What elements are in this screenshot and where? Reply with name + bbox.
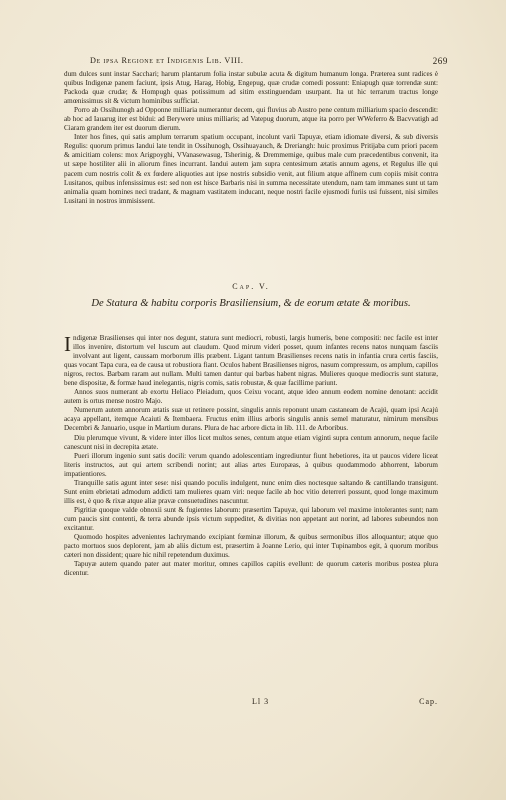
page-header <box>62 56 448 68</box>
page-number: 269 <box>432 56 448 66</box>
paragraph: Numerum autem annorum ætatis suæ ut retinere possint, singulis annis reponunt unam castaneam de Acajú, quam ipsi Acajú acaya appellant, itemque Acaiuti & Itembaera. Fructus enim illius arboris singulis annis semel maturatur, nimirum mensibus Decembri & Januario, usque in Martium durans. Plura de hac arbore dicta in lib. 111. de Arboribus. <box>64 406 438 433</box>
paragraph: Pueri illorum ingenio sunt satis docili: verum quando adolescentiam ingrediuntur fiunt hebetiores, ita ut paucos videre liceat literis instructos, aut qui artem scribendi norint; aut alias artes Europæas, à quibus quodammodo abhorrent, laborum impatientiores. <box>64 451 438 478</box>
paragraph: Tapuyæ autem quando pater aut mater moritur, omnes capillos capitis evellunt: de quorum cæteris moribus postea plura dicentur. <box>64 560 438 578</box>
paragraph: Inter hos fines, qui satis amplum terrarum spatium occupant, incolunt varii Tapuyæ, etiam idiomate diversi, & sub diversis Regulis: quorum primus Iandui late tendit in Ossihunogh, Ossihuayauch, & Dreriangh: huic proximus Pritijaba cum priori pacem & amicitiam colens: mox Arigpoyghi, VVanasewasug, Tsherinig, & Dremmemige, quibus male cum præcedentibus convenit, ita ut sæpe hostiliter alii in aliorum fines incurrant. Iandui autem jam supra centesimum ætatis annum agens, et Regulus ille qui pacem cum nostris colit & ex fœdere aliquoties aut ipse nostris subsidio venit, aut filium atque affinem cum copiis misit contra Lusitanos, quibus infensissimus est: sed non est hisce Barbaris nisi in summa necessitate utendum, nam tam immanes sunt ut tam animalia quam homines neci tradant, & magnam vastitatem inducant, neque nostri facile ejusmodi furiis usi fuissent, nisi similes Lusitani in nostros immisissent. <box>64 133 438 205</box>
paragraph: Tranquille satis agunt inter sese: nisi quando poculis indulgent, nunc enim dies noctesque saltando & cantillando transigunt. Sunt enim ebrietati admodum addicti tam mulieres quam viri: neque facile ab hoc vitio deterreri possunt, quod longe maximum illis est, è quo & rixæ atque aliæ pravæ consuetudines nascuntur. <box>64 478 438 505</box>
text-block-top <box>64 70 438 206</box>
chapter-title: De Statura & habitu corporis Brasiliensium, & de eorum ætate & moribus. <box>91 298 411 309</box>
paragraph: Porro ab Ossihunogh ad Opponne milliaria numerantur decem, qui fluvius ab Austro pene centum milliarium spacio descendit: ab hoc ad Iauarug iter est bidui: ad Berywere unius milliaris; ad Vatepug duorum, atque ita porro per WWeferro & Bacvvatigh ad Ciaram grandem iter est duorum dierum. <box>64 106 438 133</box>
paragraph <box>64 334 438 388</box>
page-footer <box>64 697 438 709</box>
drop-cap: I <box>64 332 71 356</box>
paragraph: Quomodo hospites advenientes lachrymando excipiant fœminæ illorum, & quibus sermonibus illos alloquantur; atque quo pacto mortuos suos deplorent, jam ab aliis dictum est, præsertim à Joanne Lerio, qui inter Tupinambos egit, à quorum moribus cæteri non dissident; quare hic nihil repetendum duximus. <box>64 533 438 560</box>
signature-mark: Ll 3 <box>252 697 270 706</box>
paragraph: Pigritiæ quoque valde obnoxii sunt & fugientes laborum: præsertim Tapuyæ, qui laborum vel maxime intolerantes sunt; nam cum paucis sint contenti, & terra abunde ipsis victum suppeditet, & divitias non appetant aut norint, ad labores subeundos non excitantur. <box>64 505 438 532</box>
paragraph: dum dulces sunt instar Sacchari; harum plantarum folia instar subulæ acuta & digitum humanum longa. Præterea sunt radices è quibus Indigenæ panem faciunt, ipsis Atug, Harag, Hobig, Engepug, quæ crudæ comedi possunt: Eniapugh quæ torrendæ sunt: Packoda quæ crudæ; & Hompugh quas potissimum ad sitim exstinguendam usurpant. Ita ut hic terrarum tractus longe amœnissimus sit & victum hominibus sufficiat. <box>64 70 438 106</box>
paragraph-text: ndigenæ Brasilienses qui inter nos degunt, statura sunt mediocri, robusti, largis humeris, bene compositi: nec facile est inter illos invenire, distortum vel luscum aut claudum. Quod mirum videri posset, quum infantes recens natos nunquam fasciis involvant aut ligent, caussam morborum illis præbent. Ligant tantum Brasilienses recens natis in infantia crura certis fasciis, quas vocant Tapa cura, ea de causa ut robustiora fiant. Oculos habent Brasilienses nigros, nasum compressum, os amplum, capillos nigros, rectos. Barbam raram aut nullam. Multi tamen dantur qui barbas habent nigras. Mulieres quoque mediocris sunt staturæ, bene dispositæ, & formæ haud inelegantis, nigris comis, satis robustæ, & quæ facillime pariunt. <box>64 334 438 388</box>
paragraph: Annos suos numerant ab exortu Heliaco Pleiadum, quos Ceixu vocant, atque ideo annum eodem nomine denotant: accidit autem is ortus mense nostro Majo. <box>64 388 438 406</box>
running-title: De ipsa Regione et Indigenis Lib. VIII. <box>90 56 244 65</box>
chapter-label: Cap. V. <box>232 282 270 291</box>
paragraph: Diu plerumque vivunt, & videre inter illos licet multos senes, centum atque etiam viginti supra centum annorum, neque facile canescunt nisi in decrepita ætate. <box>64 433 438 451</box>
text-block-chapter <box>64 334 438 578</box>
catchword: Cap. <box>419 697 438 706</box>
